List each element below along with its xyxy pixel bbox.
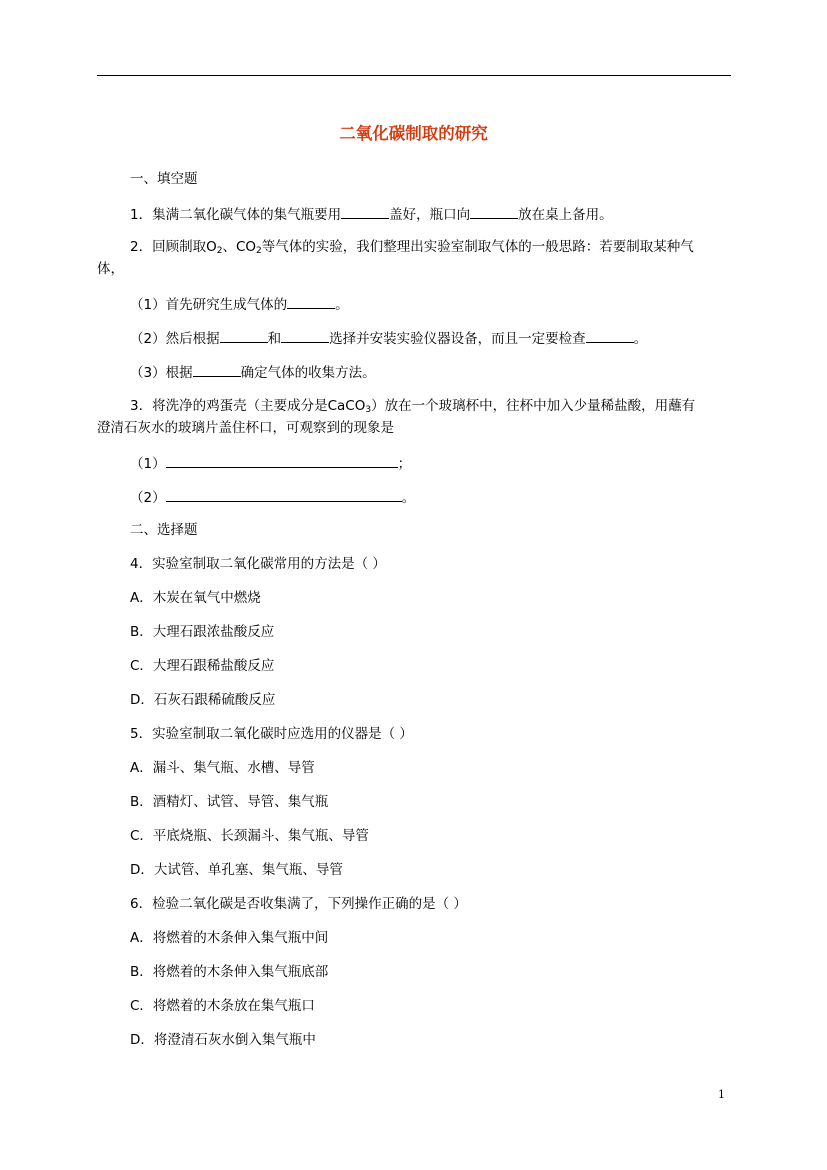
question-5-option-c[interactable]: C．平底烧瓶、长颈漏斗、集气瓶、导管 [130, 828, 369, 844]
question-6-option-c[interactable]: C．将燃着的木条放在集气瓶口 [130, 998, 315, 1014]
question-4-stem: 4．实验室制取二氧化碳常用的方法是（ ） [130, 556, 386, 572]
question-6-stem: 6．检验二氧化碳是否收集满了，下列操作正确的是（ ） [130, 896, 467, 912]
answer-blank[interactable] [193, 362, 241, 377]
question-3-line-1: 3．将洗净的鸡蛋壳（主要成分是CaCO$_3$）放在一个玻璃杯中，往杯中加入少量稀盐酸，用蘸有 [130, 398, 696, 415]
section-heading-multiple-choice: 二、选择题 [130, 522, 198, 538]
question-2-line-2: 体， [97, 261, 124, 277]
question-2-sub-3: （3）根据 确定气体的收集方法。 [130, 362, 376, 382]
question-2-line-1: 2．回顾制取$O_2$、$CO_2$等气体的实验，我们整理出实验室制取气体的一般思路：若要制取某种气 [130, 239, 694, 256]
question-2-sub-1: （1）首先研究生成气体的 。 [130, 294, 349, 314]
answer-blank[interactable] [287, 294, 335, 309]
question-4-option-d[interactable]: D．石灰石跟稀硫酸反应 [130, 692, 276, 708]
question-6-option-a[interactable]: A．将燃着的木条伸入集气瓶中间 [130, 930, 329, 946]
question-5-stem: 5．实验室制取二氧化碳时应选用的仪器是（ ） [130, 726, 413, 742]
question-5-option-a[interactable]: A．漏斗、集气瓶、水槽、导管 [130, 760, 315, 776]
question-5-option-d[interactable]: D．大试管、单孔塞、集气瓶、导管 [130, 862, 343, 878]
answer-blank[interactable] [166, 453, 398, 468]
question-4-option-a[interactable]: A．木炭在氧气中燃烧 [130, 590, 261, 606]
question-3-line-2: 澄清石灰水的玻璃片盖住杯口，可观察到的现象是 [97, 420, 394, 436]
question-3-sub-2: （2） 。 [130, 487, 415, 507]
question-2-sub-2: （2）然后根据 和 选择并安装实验仪器设备，而且一定要检查 。 [130, 328, 647, 348]
question-5-option-b[interactable]: B．酒精灯、试管、导管、集气瓶 [130, 794, 329, 810]
question-6-option-d[interactable]: D．将澄清石灰水倒入集气瓶中 [130, 1032, 316, 1048]
answer-blank[interactable] [220, 328, 268, 343]
section-heading-fill-in: 一、填空题 [130, 171, 198, 187]
header-rule [97, 75, 731, 76]
answer-blank[interactable] [586, 328, 634, 343]
question-6-option-b[interactable]: B．将燃着的木条伸入集气瓶底部 [130, 964, 329, 980]
question-4-option-b[interactable]: B．大理石跟浓盐酸反应 [130, 624, 275, 640]
answer-blank[interactable] [341, 204, 389, 219]
answer-blank[interactable] [470, 204, 518, 219]
question-1: 1．集满二氧化碳气体的集气瓶要用 盖好，瓶口向 放在桌上备用。 [130, 204, 613, 224]
page-number: 1 [718, 1088, 725, 1101]
answer-blank[interactable] [166, 487, 402, 502]
document-title: 二氧化碳制取的研究 [339, 124, 488, 143]
question-3-sub-1: （1） ； [130, 453, 411, 473]
answer-blank[interactable] [281, 328, 329, 343]
question-4-option-c[interactable]: C．大理石跟稀盐酸反应 [130, 658, 275, 674]
